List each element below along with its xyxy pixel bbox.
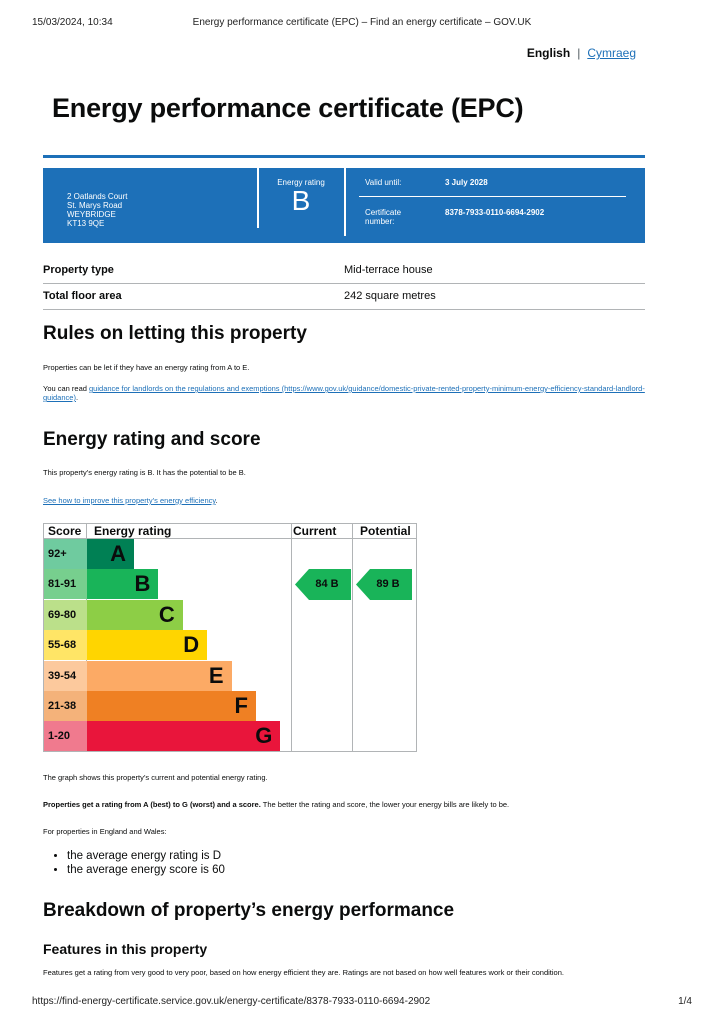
band-bar-a <box>87 539 134 569</box>
summary-divider <box>344 168 346 236</box>
band-letter-b: B <box>134 571 151 597</box>
floor-area-row <box>43 284 645 310</box>
chart-column-divider <box>352 523 353 752</box>
title-rule <box>43 155 645 158</box>
rating-explanation-bold: Properties get a rating from A (best) to G (worst) and a score. <box>43 800 261 809</box>
language-cymraeg-link[interactable]: Cymraeg <box>587 46 636 60</box>
features-para: Features get a rating from very good to very poor, based on how energy efficient they are. Ratings are not based on how well features work or their condition. <box>43 968 564 977</box>
current-rating-arrow <box>295 569 351 600</box>
potential-rating-arrow <box>356 569 412 600</box>
potential-rating-label: 89 B <box>376 578 400 591</box>
band-score-c: 69-80 <box>44 600 87 630</box>
letting-guidance-prefix: You can read <box>43 384 90 393</box>
current-rating-label: 84 B <box>315 578 339 591</box>
band-score-a: 92+ <box>44 539 87 569</box>
print-url: https://find-energy-certificate.service.gov.uk/energy-certificate/8378-7933-0110-6694-2902 <box>32 996 431 1007</box>
band-bar-f <box>87 691 256 721</box>
letting-para: Properties can be let if they have an energy rating from A to E. <box>43 363 250 372</box>
property-details-table <box>43 258 645 310</box>
rating-explanation-rest: The better the rating and score, the lower your energy bills are likely to be. <box>260 800 510 809</box>
breakdown-heading: Breakdown of property’s energy performance <box>43 900 455 921</box>
print-page-number: 1/4 <box>678 996 692 1007</box>
energy-rating-heading: Energy rating and score <box>43 429 261 450</box>
letting-guidance-para <box>43 384 645 402</box>
band-score-b: 81-91 <box>44 569 87 599</box>
print-datetime: 15/03/2024, 10:34 <box>32 17 113 28</box>
valid-until-label: Valid until: <box>365 178 402 187</box>
letting-guidance-suffix: . <box>75 393 79 402</box>
band-score-d: 55-68 <box>44 630 87 660</box>
chart-header-current: Current <box>293 524 337 538</box>
property-address <box>67 192 127 228</box>
print-header <box>32 17 692 31</box>
band-score-e: 39-54 <box>44 661 87 691</box>
rating-explanation <box>43 800 645 809</box>
property-type-label: Property type <box>43 264 114 276</box>
address-line: 2 Oatlands Court <box>67 192 128 201</box>
language-switcher <box>527 46 636 60</box>
features-subheading: Features in this property <box>43 941 208 957</box>
letting-heading: Rules on letting this property <box>43 323 307 344</box>
england-wales-para: For properties in England and Wales: <box>43 827 167 836</box>
chart-header-rating: Energy rating <box>94 524 172 538</box>
list-item: • the average energy score is 60 <box>67 863 225 877</box>
band-letter-f: F <box>234 693 248 718</box>
property-type-value: Mid-terrace house <box>344 264 433 276</box>
address-line: KT13 9QE <box>67 219 105 228</box>
band-bar-g <box>87 721 280 751</box>
chart-header-potential: Potential <box>360 524 411 538</box>
band-letter-g: G <box>255 723 273 749</box>
list-item: • the average energy rating is D <box>67 849 225 863</box>
summary-row-divider <box>359 196 626 197</box>
band-letter-d: D <box>183 632 200 658</box>
band-score-g: 1-20 <box>44 721 87 751</box>
chart-header-score: Score <box>48 524 82 538</box>
improve-efficiency-link[interactable]: See how to improve this property’s energy efficiency <box>43 496 216 505</box>
floor-area-value: 242 square metres <box>344 290 436 302</box>
band-bar-e <box>87 661 232 691</box>
energy-rating-letter: B <box>291 185 311 216</box>
landlord-guidance-link[interactable]: guidance for landlords on the regulations and exemptions (https://www.gov.uk/guidance/domestic-private-rented-property-minimum-energy-efficiency-standard-landlord-guidance) <box>43 384 645 402</box>
band-bar-b <box>87 569 158 599</box>
valid-until-value: 3 July 2028 <box>445 178 488 187</box>
property-type-row <box>43 258 645 284</box>
floor-area-label: Total floor area <box>43 290 122 302</box>
band-bar-d <box>87 630 207 660</box>
band-score-f: 21-38 <box>44 691 87 721</box>
language-current: English <box>526 46 571 60</box>
epc-summary-panel <box>43 168 645 243</box>
certificate-number-value: 8378-7933-0110-6694-2902 <box>445 208 545 217</box>
band-bar-c <box>87 600 183 630</box>
improve-para <box>43 496 645 505</box>
language-separator: | <box>577 46 581 60</box>
band-letter-a: A <box>110 541 126 566</box>
improve-link-suffix: . <box>215 496 218 505</box>
chart-caption: The graph shows this property’s current and potential energy rating. <box>43 773 268 782</box>
energy-rating-chart <box>43 523 417 752</box>
energy-rating-label: Energy rating <box>277 178 325 187</box>
address-line: WEYBRIDGE <box>67 210 116 219</box>
address-line: St. Marys Road <box>67 201 123 210</box>
band-letter-c: C <box>158 601 175 627</box>
print-page-title: Energy performance certificate (EPC) – Find an energy certificate – GOV.UK <box>192 17 532 28</box>
energy-rating-para: This property’s energy rating is B. It has the potential to be B. <box>43 468 246 477</box>
page-title: Energy performance certificate (EPC) <box>52 93 524 123</box>
certificate-number-label: Certificate number: <box>365 208 402 226</box>
chart-column-divider <box>291 523 292 752</box>
average-list <box>67 849 225 877</box>
band-letter-e: E <box>208 662 224 688</box>
